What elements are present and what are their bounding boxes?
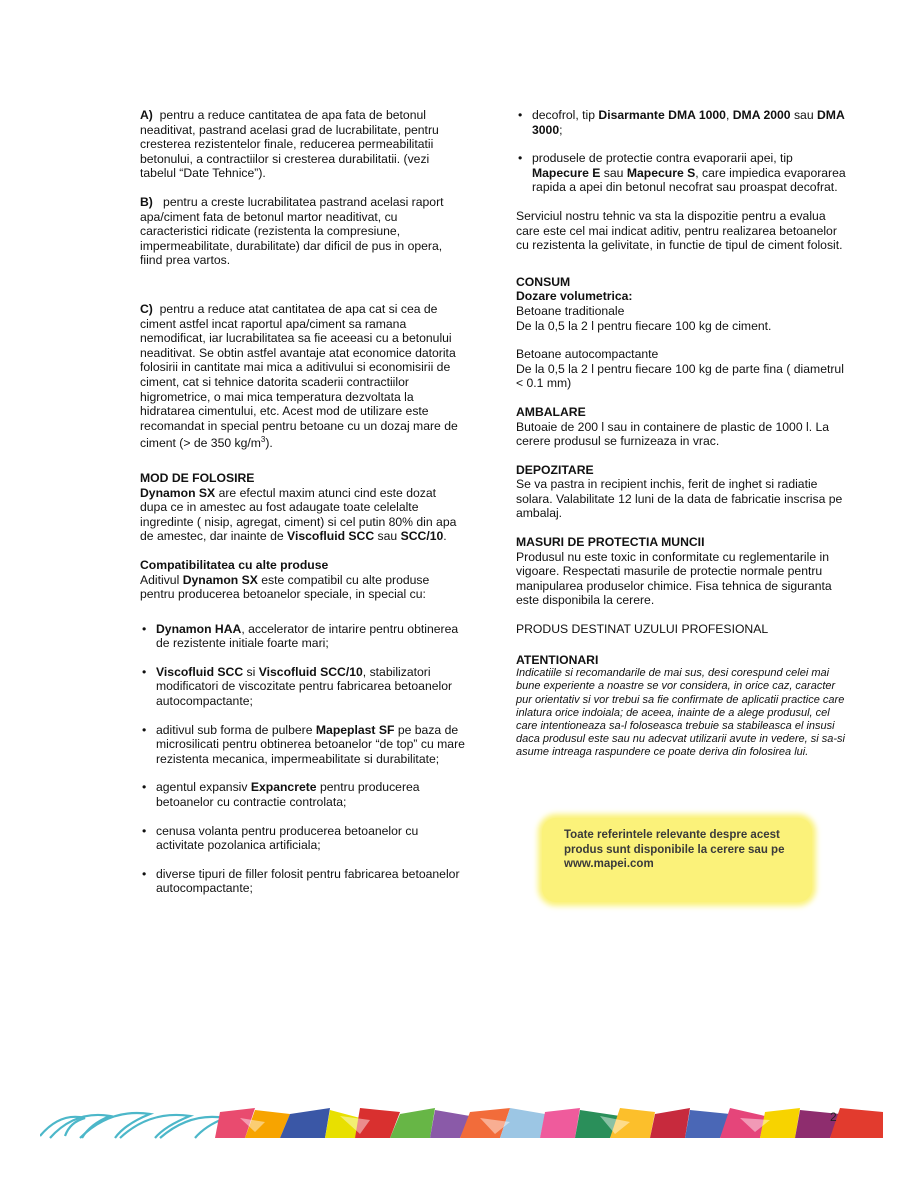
mod-de-folosire: MOD DE FOLOSIRE Dynamon SX are efectul maxim atunci cind este dozat dupa ce in amestec au fost adaugate toate celelalte ingredinte ( nisip, agregat, ciment) si cel putin 80% din apa de amestec, dar inainte de Viscofluid SCC sau SCC/10. xyxy=(140,470,457,544)
list-item: • cenusa volanta pentru producerea betoanelor cu activitate pozolanica artificiala; xyxy=(140,824,465,853)
ambalare: AMBALARE Butoaie de 200 l sau in containere de plastic de 1000 l. La cerere produsul se furnizeaza in vrac. xyxy=(516,404,830,449)
list-item: • diverse tipuri de filler folosit pentru fabricarea betoanelor autocompactante; xyxy=(140,867,465,896)
list-item: • produsele de protectie contra evaporarii apei, tip Mapecure E sau Mapecure S, care impiedica evaporarea rapida a apei din betonul necofrat sau proaspat decofrat. xyxy=(516,151,846,195)
info-note-text: Toate referintele relevante despre acest produs sunt disponibile la cerere sau pe www.mapei.com xyxy=(564,829,785,870)
right-column xyxy=(516,108,846,760)
list-item: • Dynamon HAA, accelerator de intarire pentru obtinerea de rezistente initiale foarte mari; xyxy=(140,622,465,651)
atentionari: ATENTIONARI Indicatiile si recomandarile de mai sus, desi corespund celei mai bune experiente a noastre se vor considera, in orice caz, caracter pur orientativ si vor trebui sa fie confirmate de aplicatii practice care inlatura orice indoiala; de aceea, inainte de a alege produsul, cel care intentioneaza sa-l foloseasca trebuie sa stabileasca el insusi daca produsul este sau nu adecvat utilizarii avute in vedere, si sa-si asume intreaga raspundere ce poate deriva din folosirea lui. xyxy=(516,652,845,759)
depozitare: DEPOZITARE Se va pastra in recipient inchis, ferit de inghet si radiatie solara. Valabilitate 12 luni de la data de fabricatie inscrisa pe ambalaj. xyxy=(516,462,843,521)
left-column xyxy=(140,108,465,910)
section-b: B) pentru a creste lucrabilitatea pastrand acelasi raport apa/ciment fata de betonul martor neaditivat, cu caracteristici ridicate (rezistenta la compresiune, impermeabilitate, durabilitate) dar dificil de pus in opera, fiind prea vartos. xyxy=(140,194,444,268)
service-text: Serviciul nostru tehnic va sta la dispozitie pentru a evalua care este cel mai indicat aditiv, pentru realizarea betoanelor cu rezistenta la gelivitate, in functie de tipul de ciment folosit. xyxy=(516,208,843,253)
protect-list xyxy=(516,108,846,195)
consum: CONSUM Dozare volumetrica: Betoane traditionale De la 0,5 la 2 l pentru fiecare 100 kg de ciment. Betoane autocompactante De la 0,5 la 2 l pentru fiecare 100 kg de parte fina ( diametrul < 0.1 mm) xyxy=(516,274,844,391)
info-note xyxy=(542,818,812,902)
list-item: • Viscofluid SCC si Viscofluid SCC/10, stabilizatori modificatori de viscozitate pentru fabricarea betoanelor autocompactante; xyxy=(140,665,465,709)
decorative-mosaic-footer xyxy=(40,1108,883,1140)
mosaic-footer-graphic xyxy=(40,1108,883,1140)
compatibilitate: Compatibilitatea cu alte produse Aditivul Dynamon SX este compatibil cu alte produse pentru producerea betoanelor speciale, in special cu: xyxy=(140,557,430,602)
list-item: • decofrol, tip Disarmante DMA 1000, DMA 2000 sau DMA 3000; xyxy=(516,108,846,137)
list-item: • agentul expansiv Expancrete pentru producerea betoanelor cu contractie controlata; xyxy=(140,780,465,809)
masuri-protectia-muncii: MASURI DE PROTECTIA MUNCII Produsul nu este toxic in conformitate cu reglementarile in vigoare. Respectati masurile de protectie normale pentru manipularea produselor chimice. Fisa tehnica de siguranta este disponibila la cerere. xyxy=(516,535,832,608)
page-number: 2 xyxy=(830,1110,837,1124)
profesional-text: PRODUS DESTINAT UZULUI PROFESIONAL xyxy=(516,622,769,637)
section-a: A) pentru a reduce cantitatea de apa fata de betonul neaditivat, pastrand acelasi grad de lucrabilitate, pentru cresterea rezistentelor finale, reducerea permeabilitatii betonului, a contractiilor si cresterea durabilitatii. (vezi tabelul “Date Tehnice”). xyxy=(140,108,439,181)
list-item: • aditivul sub forma de pulbere Mapeplast SF pe baza de microsilicati pentru obtinerea betoanelor “de top” cu mare rezistenta mecanica, impermeabilitate si durabilitate; xyxy=(140,723,465,767)
section-c: C) pentru a reduce atat cantitatea de apa cat si cea de ciment astfel incat raportul apa/ciment sa ramana nemodificat, iar lucrabilitatea sa fie aceeasi cu a betonului neaditivat. Se obtin astfel avantaje atat economice datorita folosirii in cantitate mai mica a aditivului si economisirii de ciment, cat si tehnice datorita scaderii contractiilor higrometrice, o mai mica temperatura dezvoltata la hidratarea cimentului, etc. Acest mod de utilizare este recomandat in special pentru betoane cu un dozaj mare de ciment (> de 350 $kg/m^3$). xyxy=(140,301,458,451)
compat-list xyxy=(140,622,465,896)
